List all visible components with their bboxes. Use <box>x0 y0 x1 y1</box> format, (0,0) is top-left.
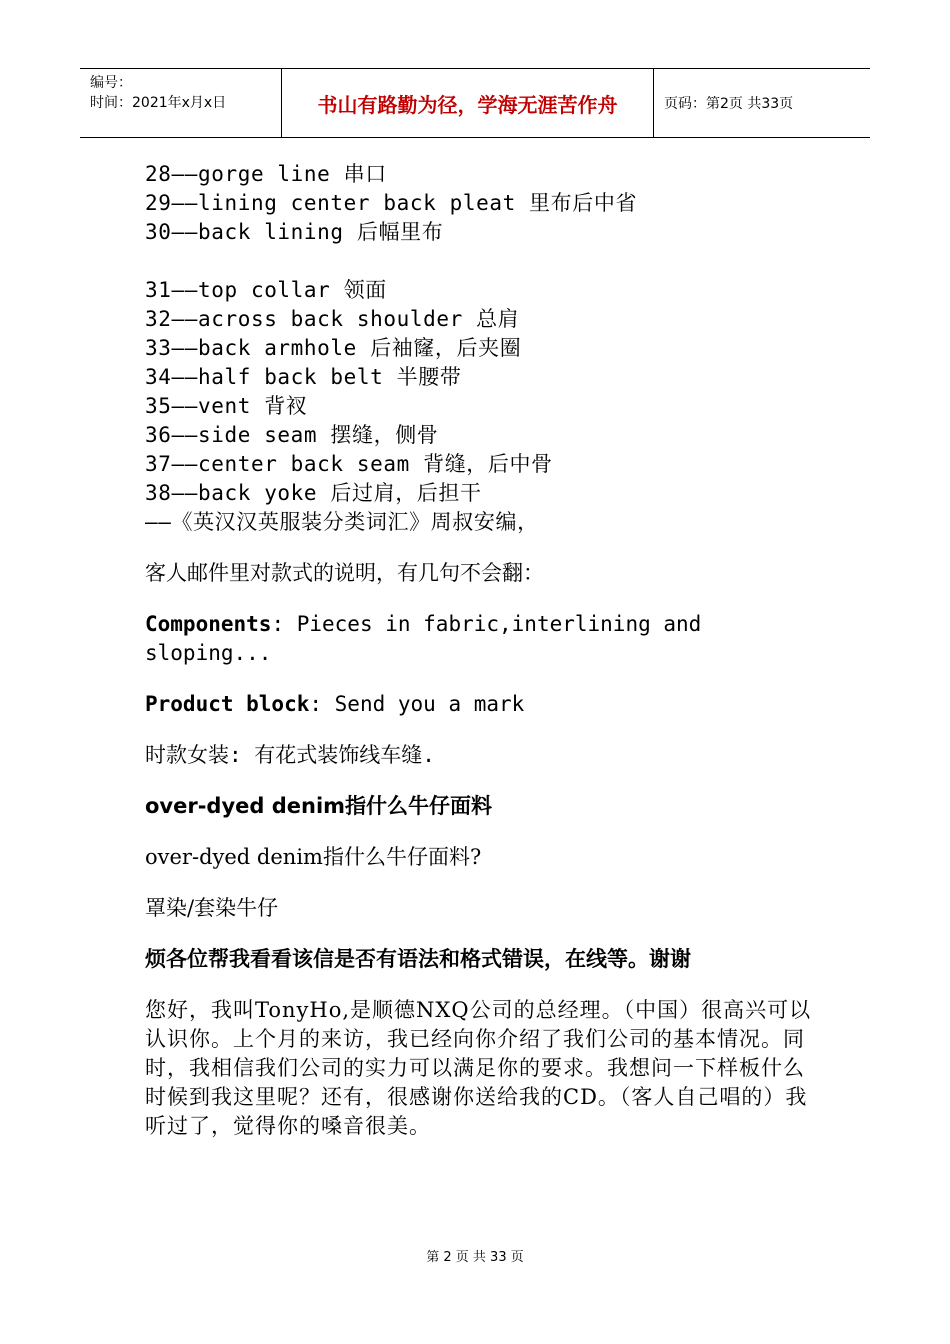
term-line: 29——lining center back pleat 里布后中省 <box>145 191 638 215</box>
question-paragraph: over-dyed denim指什么牛仔面料? <box>145 845 482 869</box>
components-paragraph <box>145 610 825 668</box>
term-line: 38——back yoke 后过肩，后担干 <box>145 481 482 505</box>
header-motto: 书山有路勤为径，学海无涯苦作舟 <box>282 69 654 137</box>
term-line: 36——side seam 摆缝，侧骨 <box>145 423 439 447</box>
term-line: 35——vent 背衩 <box>145 394 308 418</box>
fashion-line: 时款女装: 有花式装饰线车缝. <box>145 743 435 767</box>
answer-paragraph: 罩染/套染牛仔 <box>145 896 279 920</box>
intro-paragraph: 客人邮件里对款式的说明，有几句不会翻： <box>145 561 544 585</box>
term-line: 32——across back shoulder 总肩 <box>145 307 520 331</box>
term-line: 37——center back seam 背缝，后中骨 <box>145 452 553 476</box>
term-line: 33——back armhole 后袖窿，后夹圈 <box>145 336 522 360</box>
product-block-label: Product block <box>145 692 310 716</box>
page-header <box>80 68 870 138</box>
product-block-paragraph <box>145 690 825 719</box>
letter-paragraph: 您好，我叫TonyHo,是顺德NXQ公司的总经理。（中国）很高兴可以认识你。上个月的来访，我已经向你介绍了我们公司的基本情况。同时，我相信我们公司的实力可以满足你的要求。我想问一下样板什么时候到我这里呢？还有，很感谢你送给我的CD。（客人自己唱的）我听过了，觉得你的嗓音很美。 <box>145 998 812 1138</box>
components-text: : Pieces in fabric,interlining and sloping... <box>145 612 702 665</box>
section-heading: over-dyed denim指什么牛仔面料 <box>145 794 493 818</box>
term-line: 28——gorge line 串口 <box>145 162 387 186</box>
header-meta-cell <box>80 69 282 137</box>
term-line: 31——top collar 领面 <box>145 278 387 302</box>
term-line: 30——back lining 后幅里布 <box>145 220 444 244</box>
header-page-info: 页码：第2页 共33页 <box>664 96 794 112</box>
page-footer: 第 2 页 共 33 页 <box>426 1250 524 1265</box>
section-heading: 烦各位帮我看看该信是否有语法和格式错误，在线等。谢谢 <box>145 947 691 971</box>
date-label: 时间：2021年x月x日 <box>90 95 227 111</box>
number-label: 编号： <box>90 75 132 91</box>
product-block-text: : Send you a mark <box>309 692 525 716</box>
term-line: 34——half back belt 半腰带 <box>145 365 462 389</box>
document-body <box>145 160 825 1162</box>
source-citation: ——《英汉汉英服装分类词汇》周叔安编， <box>145 510 539 534</box>
components-label: Components <box>145 612 272 636</box>
